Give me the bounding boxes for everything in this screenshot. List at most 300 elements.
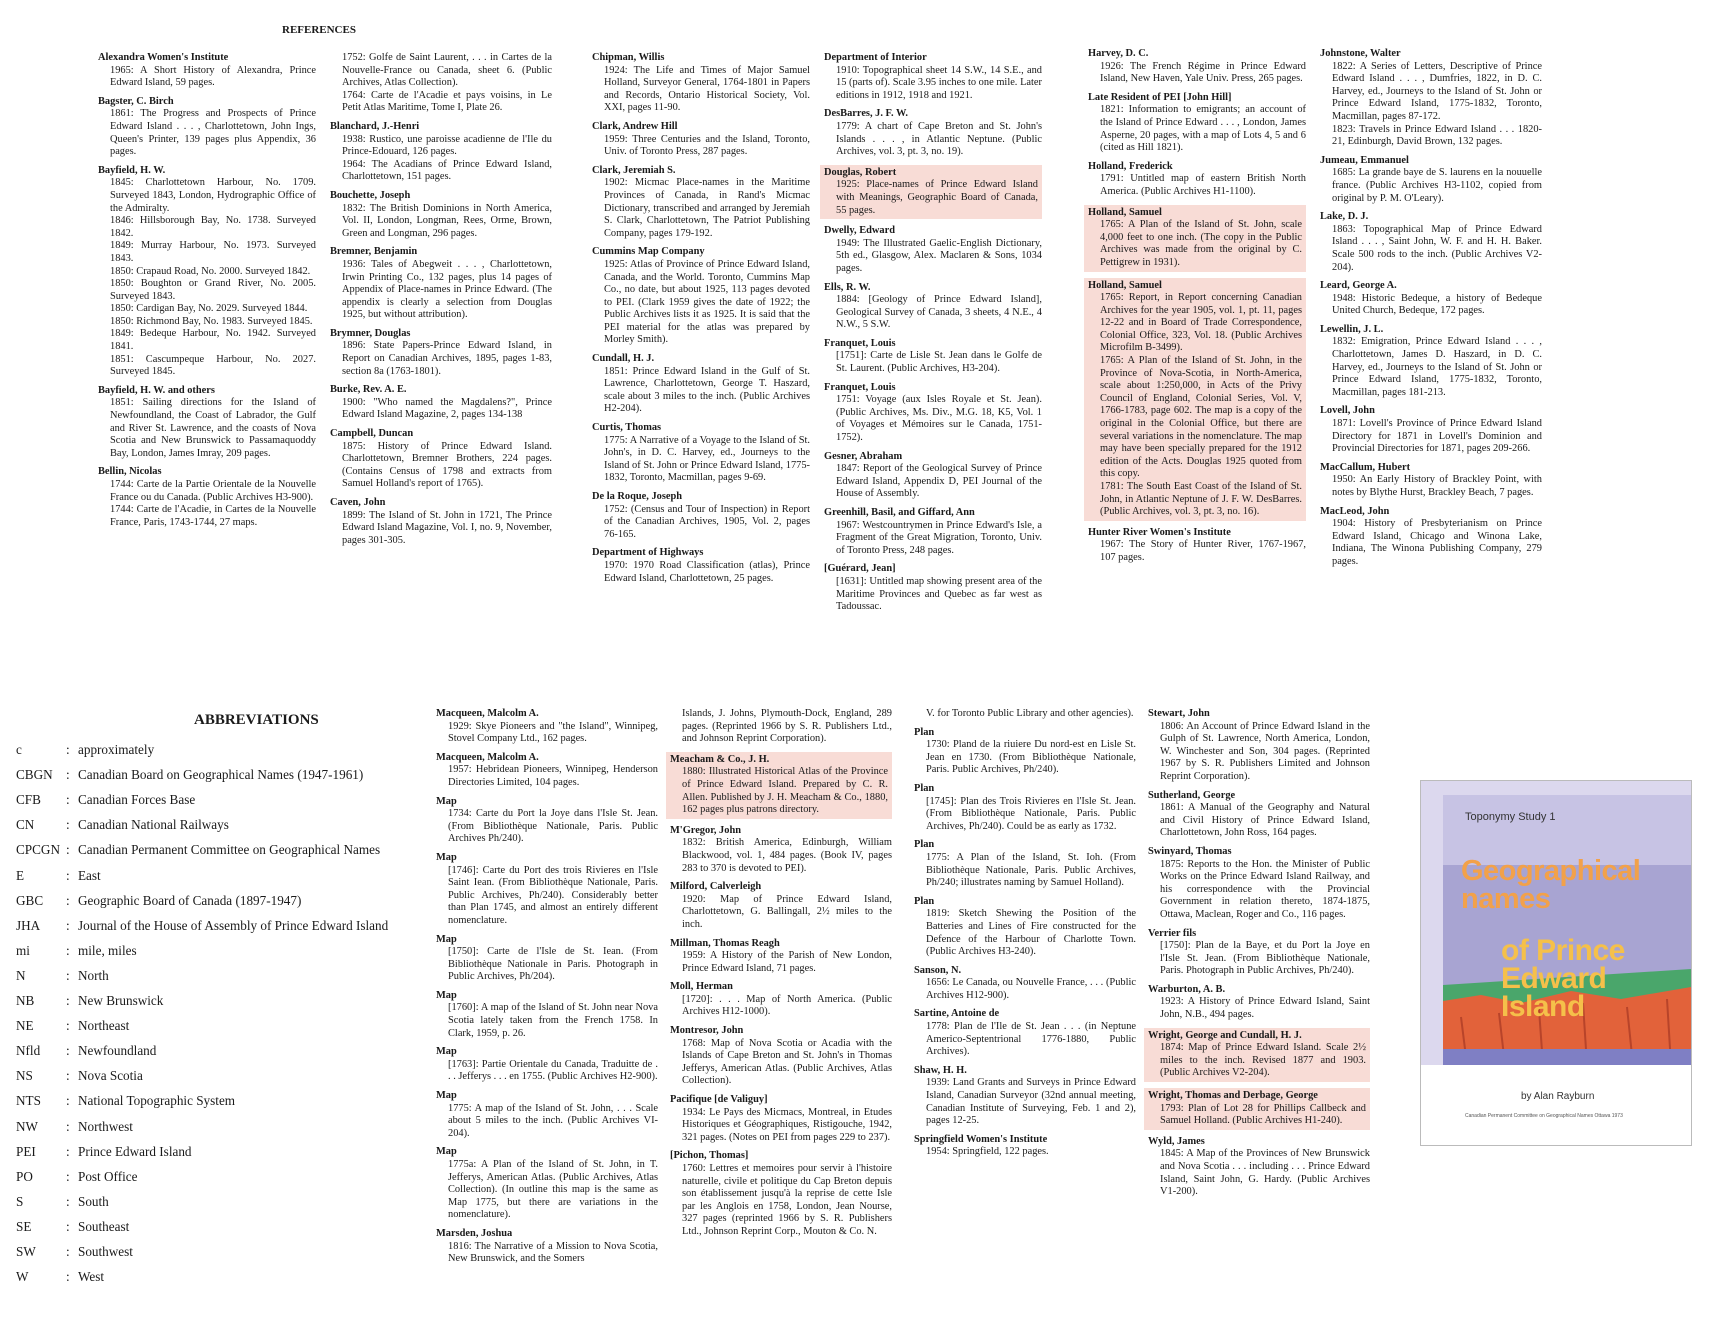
reference-author: Harvey, D. C. xyxy=(1088,48,1149,59)
reference-detail: [1745]: Plan des Trois Rivieres en l'Isle St. Jean. (From Bibliothèque Nationale, Paris. Public Archives, Ph/240). Could be as early as 1732. xyxy=(926,795,1136,832)
reference-entry xyxy=(1320,405,1542,455)
reference-detail: 1871: Lovell's Province of Prince Edward Island Directory for 1871 in Lovell's Dominion and Provincial Directories for 1871, pages 209-266. xyxy=(1332,418,1542,455)
reference-detail: 1875: History of Prince Edward Island. Charlottetown, Bremner Brothers, 224 pages. (Contains Census of 1798 and extracts from Samuel Holland's report of 1765). xyxy=(342,440,552,490)
reference-author: Clark, Jeremiah S. xyxy=(592,164,676,176)
abbreviation-meaning: Canadian Forces Base xyxy=(78,792,196,808)
abbreviation-meaning: Northeast xyxy=(78,1018,130,1034)
reference-detail: 1863: Topographical Map of Prince Edward Island . . . , Saint John, W. F. and H. H. Baker. Scale 500 rods to the inch. (Public Archives V2-204). xyxy=(1332,223,1542,273)
reference-entry xyxy=(824,225,1042,275)
reference-detail: 1874: Map of Prince Edward Island. Scale 2½ miles to the inch. Revised 1877 and 1903. (Public Archives V2-204). xyxy=(1160,1042,1366,1079)
reference-author: Franquet, Louis xyxy=(824,381,896,393)
reference-detail: 1775: A Narrative of a Voyage to the Island of St. John's, in D. C. Harvey, ed., Journeys to the Island of St. John or Prince Edward Island, 1775-1832, Toronto, Macmillan, pages 9-69. xyxy=(604,434,810,484)
abbreviations-title: ABBREVIATIONS xyxy=(194,712,319,728)
reference-author: Plan xyxy=(914,782,935,794)
reference-author: Lake, D. J. xyxy=(1320,211,1369,223)
reference-detail: 1832: The British Dominions in North America, Vol. II, London, Longman, Rees, Orme, Brown, Green and Longman, 296 pages. xyxy=(342,202,552,239)
abbreviation-meaning: Northwest xyxy=(78,1118,133,1134)
reference-detail: 1760: Lettres et memoires pour servir à l'histoire naturelle, civile et politique du Cap Breton depuis son établissement jusqu'à la reprise de cette Isle par les Anglois en 1758, London, Jean Nourse, 327 pages (reprinted 1966 by S. R. Publishers Ltd., Johnson Reprint Corp., Mouton & Co. N. xyxy=(682,1163,892,1237)
reference-entry xyxy=(330,384,552,422)
reference-entry xyxy=(98,466,316,529)
reference-entry xyxy=(1084,278,1306,521)
reference-detail: 1929: Skye Pioneers and "the Island", Winnipeg, Stovel Company Ltd., 162 pages. xyxy=(448,720,658,745)
reference-author: Swinyard, Thomas xyxy=(1148,845,1232,857)
reference-detail: 1925: Atlas of Province of Prince Edward Island, Canada, and the World. Toronto, Cummins Map Co., no date, but about 1925, 113 pages devoted to PEI. (Clark 1959 gives the date of 1922; the Public Archives lists it as 1925. It is said that the PEI material for the atlas was prepared by Morley Smith). xyxy=(604,258,810,346)
abbreviation-meaning: North xyxy=(78,967,109,983)
abbreviation-key: NE xyxy=(16,1018,34,1034)
reference-author: Bellin, Nicolas xyxy=(98,466,162,478)
reference-entry xyxy=(824,338,1042,376)
reference-author: Map xyxy=(436,1046,457,1058)
reference-author: Dwelly, Edward xyxy=(824,225,896,237)
abbreviation-key: CPCGN xyxy=(16,842,60,858)
abbreviation-colon: : xyxy=(66,1244,70,1259)
reference-author: Curtis, Thomas xyxy=(592,422,662,434)
reference-author: Wright, Thomas and Derbage, George xyxy=(1148,1090,1318,1102)
abbreviation-key: NB xyxy=(16,993,35,1008)
abbreviation-meaning: East xyxy=(78,867,101,883)
reference-entry xyxy=(1088,48,1306,86)
reference-entry xyxy=(1148,1136,1370,1199)
reference-author: Bremner, Benjamin xyxy=(330,246,418,258)
reference-detail: 1902: Micmac Place-names in the Maritime Provinces of Canada, in Rand's Micmac Dictionary, transcribed and arranged by Jeremiah S. Clark, Charlottetown, The Patriot Publishing Company, pages 179-192. xyxy=(604,177,810,239)
abbreviation-key: PEI xyxy=(16,1143,36,1159)
reference-author: Millman, Thomas Reagh xyxy=(670,937,780,949)
abbreviation-key: S xyxy=(16,1193,24,1209)
reference-detail: 1851: Prince Edward Island in the Gulf of St. Lawrence, Charlottetown, George T. Haszard, scale about 3 miles to the inch. (Public Archives H2-204). xyxy=(604,365,810,415)
reference-author: Sutherland, George xyxy=(1148,789,1236,801)
reference-entry xyxy=(330,246,552,322)
reference-detail: 1793: Plan of Lot 28 for Phillips Callbeck and Samuel Holland. (Public Archives H1-240). xyxy=(1160,1102,1366,1127)
abbreviation-colon: : xyxy=(66,1118,70,1134)
reference-entry xyxy=(1148,790,1370,840)
abbreviation-colon: : xyxy=(66,993,70,1008)
reference-author: Jumeau, Emmanuel xyxy=(1320,154,1409,166)
reference-detail: 1847: Report of the Geological Survey of Prince Edward Island, Appendix D, PEI Journal of the House of Assembly. xyxy=(836,463,1042,500)
reference-entry xyxy=(824,52,1042,102)
reference-author: [Guérard, Jean] xyxy=(824,563,896,575)
reference-entry xyxy=(1088,92,1306,155)
reference-entry xyxy=(1320,506,1542,569)
abbreviation-key: c xyxy=(16,742,22,757)
reference-entry xyxy=(592,246,810,347)
abbreviation-key: CFB xyxy=(16,792,41,808)
reference-detail: 1765: A Plan of the Island of St. John, scale 4,000 feet to one inch. (The copy in the Public Archives was made from the original by C. Pettigrew in 1931). xyxy=(1100,219,1302,268)
reference-detail: 1959: A History of the Parish of New London, Prince Edward Island, 71 pages. xyxy=(682,950,892,974)
reference-author: Marsden, Joshua xyxy=(436,1227,513,1239)
reference-entry xyxy=(670,881,892,931)
reference-detail: 1939: Land Grants and Surveys in Prince Edward Island, Canadian Surveyor (32nd annual meeting, Canadian Institute of Surveying, Feb. 1 and 2), pages 12-25. xyxy=(926,1077,1136,1127)
reference-detail: 1957: Hebridean Pioneers, Winnipeg, Henderson Directories Limited, 104 pages. xyxy=(448,764,658,788)
reference-entry xyxy=(1320,211,1542,274)
abbreviation-colon: : xyxy=(66,1018,70,1034)
reference-author: Wright, George and Cundall, H. J. xyxy=(1148,1029,1302,1041)
ref-column-9 xyxy=(914,708,1136,1165)
reference-detail: V. for Toronto Public Library and other agencies). xyxy=(926,708,1134,719)
reference-detail: 1924: The Life and Times of Major Samuel Holland, Surveyor General, 1764-1801 in Papers and Records, Ontario Historical Society, Vol. XXI, pages 11-90. xyxy=(604,64,810,114)
reference-author: Warburton, A. B. xyxy=(1148,983,1226,995)
reference-entry xyxy=(1148,846,1370,922)
reference-author: [Pichon, Thomas] xyxy=(670,1150,749,1162)
abbreviation-key: SE xyxy=(16,1218,32,1234)
reference-author: Meacham & Co., J. H. xyxy=(670,753,770,765)
reference-entry xyxy=(330,428,552,491)
reference-entry xyxy=(670,1025,892,1088)
reference-entry xyxy=(670,981,892,1019)
reference-entry xyxy=(330,190,552,240)
reference-author: Blanchard, J.-Henri xyxy=(330,120,420,132)
reference-author: Franquet, Louis xyxy=(824,337,896,349)
reference-author: Department of Interior xyxy=(824,52,927,63)
reference-author: Verrier fils xyxy=(1148,927,1197,939)
reference-author: Plan xyxy=(914,726,935,738)
abbreviation-key: NTS xyxy=(16,1093,41,1109)
abbreviation-colon: : xyxy=(66,1168,70,1184)
reference-detail: 1744: Carte de la Partie Orientale de la Nouvelle France ou du Canada. (Public Archives H3-900). 1744: Carte de l'Acadie, in Cartes de la Nouvelle France, Paris, 1743-1744, 27 maps. xyxy=(110,479,316,528)
reference-author: Wyld, James xyxy=(1148,1135,1205,1147)
reference-entry xyxy=(1088,161,1306,199)
reference-detail: 1752: Golfe de Saint Laurent, . . . in Cartes de la Nouvelle-France ou Canada, sheet 6. (Public Archives, Atlas Collection). 1764: Carte de l'Acadie et pays voisins, in Le Petit Atlas Maritime, Tome I, Plate 26. xyxy=(342,52,552,114)
reference-entry xyxy=(592,121,810,159)
reference-author: Caven, John xyxy=(330,497,386,508)
abbreviation-key: PO xyxy=(16,1168,33,1184)
reference-entry xyxy=(670,1094,892,1144)
reference-entry xyxy=(1320,462,1542,500)
abbreviation-meaning: Post Office xyxy=(78,1168,138,1184)
abbreviation-meaning: Journal of the House of Assembly of Prince Edward Island xyxy=(78,917,389,933)
abbreviation-meaning: Canadian Board on Geographical Names (1947-1961) xyxy=(78,767,364,783)
ref-column-3 xyxy=(592,52,810,591)
abbreviation-colon: : xyxy=(66,842,70,858)
reference-author: Holland, Samuel xyxy=(1088,279,1162,291)
reference-entry xyxy=(914,965,1136,1003)
reference-author: Burke, Rev. A. E. xyxy=(330,384,407,396)
cover-author: by Alan Rayburn xyxy=(1521,1091,1595,1102)
reference-author: Late Resident of PEI [John Hill] xyxy=(1088,91,1232,103)
abbreviation-key: E xyxy=(16,867,25,883)
abbreviation-colon: : xyxy=(66,942,70,958)
reference-entry xyxy=(914,839,1136,889)
reference-detail: 1752: (Census and Tour of Inspection) in Report of the Canadian Archives, 1905, Vol. 2, pages 76-165. xyxy=(604,503,810,540)
reference-detail: 1900: "Who named the Magdalens?", Prince Edward Island Magazine, 2, pages 134-138 xyxy=(342,396,552,421)
reference-detail: 1821: Information to emigrants; an account of the Island of Prince Edward . . . , London, James Asperne, 20 pages, with a map of Lots 4, 5 and 6 (cited as Hill 1821). xyxy=(1100,104,1306,154)
abbreviation-meaning: Canadian National Railways xyxy=(78,817,229,833)
cover-title-line2: of Prince Edward Island xyxy=(1501,934,1625,1023)
reference-detail: 1880: Illustrated Historical Atlas of the Province of Prince Edward Island. Prepared by C. R. Allen. Published by J. H. Meacham & Co., 1880, 162 pages plus patrons directory. xyxy=(682,766,888,816)
reference-detail: 1936: Tales of Abegweit . . . , Charlottetown, Irwin Printing Co., 132 pages, plus 14 pages of Appendix of Place-names in Prince Edward. (The appendix is clearly a selection from Douglas 1925, but without attribution). xyxy=(342,258,552,321)
abbreviation-meaning: approximately xyxy=(78,742,155,757)
reference-author: Campbell, Duncan xyxy=(330,428,414,440)
reference-detail: [1760]: A map of the Island of St. John near Nova Scotia lately taken from the French 1758. In Clark, 1959, p. 26. xyxy=(448,1002,658,1039)
reference-author: Milford, Calverleigh xyxy=(670,881,762,893)
abbreviation-colon: : xyxy=(66,1068,70,1084)
reference-entry xyxy=(436,1146,658,1222)
ref-column-6 xyxy=(1320,48,1542,575)
abbreviation-key: NS xyxy=(16,1068,33,1084)
reference-entry xyxy=(1144,1028,1370,1082)
reference-author: DesBarres, J. F. W. xyxy=(824,108,908,120)
reference-detail: 1845: A Map of the Provinces of New Brunswick and Nova Scotia . . . including . . . Prince Edward Island, Saint John, G. Hardy. (Public Archives V1-200). xyxy=(1160,1148,1370,1198)
reference-detail: 1816: The Narrative of a Mission to Nova Scotia, New Brunswick, and the Somers xyxy=(448,1240,658,1265)
abbreviation-key: GBC xyxy=(16,892,44,908)
reference-detail: 1775: A map of the Island of St. John, . . . Scale about 5 miles to the inch. (Public Archives VI-204). xyxy=(448,1102,658,1139)
abbreviation-colon: : xyxy=(66,867,70,883)
reference-author: Map xyxy=(436,795,457,807)
cover-title-line1: Geographical names xyxy=(1461,855,1641,915)
reference-detail: [1751]: Carte de Lisle St. Jean dans le Golfe de St. Laurent. (Public Archives, H3-204). xyxy=(836,350,1042,375)
reference-author: Johnstone, Walter xyxy=(1320,48,1401,59)
reference-entry xyxy=(330,328,552,378)
reference-entry xyxy=(666,752,892,819)
reference-detail: 1791: Untitled map of eastern British North America. (Public Archives H1-1100). xyxy=(1100,173,1306,197)
abbreviation-meaning: Canadian Permanent Committee on Geographical Names xyxy=(78,842,381,858)
reference-entry xyxy=(592,547,810,585)
reference-detail: 1819: Sketch Shewing the Position of the Batteries and Lines of Fire constructed for the Defence of the Harbour of Charlotte Town. (Public Archives H3-240). xyxy=(926,908,1136,958)
abbreviation-key: N xyxy=(16,967,26,983)
reference-author: Brymner, Douglas xyxy=(330,327,411,339)
reference-entry xyxy=(914,896,1136,959)
reference-detail: 1778: Plan de l'Ile de St. Jean . . . (in Neptune Americo-Septentrional 1776-1880, Public Archives). xyxy=(926,1021,1136,1058)
reference-detail: 1656: Le Canada, ou Nouvelle France, . . . (Public Archives H12-900). xyxy=(926,977,1136,1001)
reference-author: Clark, Andrew Hill xyxy=(592,120,678,132)
abbreviation-colon: : xyxy=(66,767,70,783)
abbreviation-meaning: Prince Edward Island xyxy=(78,1143,192,1159)
abbreviation-meaning: National Topographic System xyxy=(78,1093,236,1109)
cover-publisher: Canadian Permanent Committee on Geographical Names Ottawa 1973 xyxy=(1465,1113,1623,1119)
ref-column-5 xyxy=(1088,48,1306,571)
reference-entry xyxy=(592,52,810,115)
reference-detail: 1875: Reports to the Hon. the Minister of Public Works on the Prince Edward Island Railway, and his correspondence with the Provincial Government in relation thereto, 1874-1875, Ottawa, Maclean, Roger and Co., 116 pages. xyxy=(1160,858,1370,920)
abbreviation-key: SW xyxy=(16,1244,36,1259)
reference-entry xyxy=(592,165,810,241)
reference-author: Cummins Map Company xyxy=(592,246,705,258)
abbreviation-meaning: mile, miles xyxy=(78,942,137,958)
reference-detail: 1806: An Account of Prince Edward Island in the Gulph of St. Lawrence, North America, London, W. Winchester and Son, 304 pages. (Reprinted 1967 by S. R. Publishers Limited and Johnson Reprint Corporation). xyxy=(1160,720,1370,782)
reference-entry xyxy=(824,563,1042,613)
reference-entry xyxy=(670,825,892,875)
book-cover xyxy=(1420,780,1692,1146)
reference-detail: [1746]: Carte du Port des trois Rivieres en l'Isle Saint Iean. (From Bibliothèque Nationale, Paris. Public Archives, Ph/240). Considerably better than Plan 1745, and almost an entirely different nomenclature. xyxy=(448,864,658,926)
reference-entry xyxy=(914,1008,1136,1058)
abbreviation-meaning: Nova Scotia xyxy=(78,1068,143,1084)
reference-detail: 1925: Place-names of Prince Edward Island with Meanings, Geographic Board of Canada, 55 pages. xyxy=(836,179,1038,216)
reference-author: Gesner, Abraham xyxy=(824,450,903,462)
reference-author: M'Gregor, John xyxy=(670,824,742,836)
reference-entry xyxy=(1320,280,1542,318)
reference-author: Bayfield, H. W. xyxy=(98,164,166,176)
reference-author: Leard, George A. xyxy=(1320,280,1397,292)
reference-author: Map xyxy=(436,1090,457,1102)
reference-entry xyxy=(1144,1088,1370,1130)
reference-detail: 1822: A Series of Letters, Descriptive of Prince Edward Island . . . , Dumfries, 1822, in D. C. Harvey, ed., Journeys to the Island of St. John or Prince Edward Island, 1775-1832, Toronto, Macmillan, pages 87-172. 1823: Travels in Prince Edward Island . . . 1820-21, Edinburgh, David Brown, 132 pages. xyxy=(1332,60,1542,148)
reference-author: Macqueen, Malcolm A. xyxy=(436,751,539,763)
reference-detail: 1775a: A Plan of the Island of St. John, in T. Jefferys, American Atlas. (Public Archives, Atlas Collection). (In outline this map is the same as Map 1775, but there are variations in the nomenclature). xyxy=(448,1159,658,1221)
reference-author: Bouchette, Joseph xyxy=(330,189,411,201)
reference-author: Greenhill, Basil, and Giffard, Ann xyxy=(824,507,975,518)
ref-column-4 xyxy=(824,52,1042,620)
reference-detail: [1631]: Untitled map showing present area of the Maritime Provinces and Quebec as far west as Tadoussac. xyxy=(836,575,1042,613)
reference-detail: 1751: Voyage (aux Isles Royale et St. Jean). (Public Archives, Ms. Div., M.G. 18, K5, Vol. 1 of Voyages et Mémoires sur le Canada, 1751-1752). xyxy=(836,394,1042,444)
abbreviation-colon: : xyxy=(66,1043,70,1059)
reference-entry xyxy=(330,497,552,547)
reference-author: MacLeod, John xyxy=(1320,505,1390,517)
reference-entry xyxy=(1320,48,1542,149)
reference-author: Holland, Samuel xyxy=(1088,206,1162,218)
reference-author: Shaw, H. H. xyxy=(914,1064,967,1076)
reference-entry xyxy=(330,121,552,184)
reference-detail: 1884: [Geology of Prince Edward Island], Geological Survey of Canada, 3 sheets, 4 N.E., 4 N.W., 5 S.W. xyxy=(836,294,1042,331)
reference-entry xyxy=(592,491,810,541)
reference-author: Hunter River Women's Institute xyxy=(1088,526,1231,538)
abbreviation-colon: : xyxy=(66,1269,70,1285)
reference-detail: 1861: The Progress and Prospects of Prince Edward Island . . . , Charlottetown, John Ings, Queen's Printer, 139 pages plus Appendix, 36 pages. xyxy=(110,108,316,158)
abbreviation-key: CN xyxy=(16,817,35,833)
reference-author: Sanson, N. xyxy=(914,964,962,976)
reference-entry xyxy=(436,1046,658,1084)
abbreviation-meaning: Geographic Board of Canada (1897-1947) xyxy=(78,892,302,908)
reference-author: Sartine, Antoine de xyxy=(914,1008,1000,1020)
reference-author: Map xyxy=(436,933,457,945)
abbreviation-meaning: Southwest xyxy=(78,1244,133,1259)
reference-entry xyxy=(330,52,552,115)
reference-author: Map xyxy=(436,851,457,863)
abbreviation-key: Nfld xyxy=(16,1043,41,1059)
reference-entry xyxy=(824,282,1042,332)
reference-author: Chipman, Willis xyxy=(592,52,665,63)
reference-author: Stewart, John xyxy=(1148,708,1210,719)
reference-author: Holland, Frederick xyxy=(1088,160,1173,172)
abbreviation-meaning: South xyxy=(78,1193,109,1209)
abbreviation-key: NW xyxy=(16,1118,38,1134)
reference-entry xyxy=(914,708,1136,721)
reference-entry xyxy=(824,451,1042,501)
ref-column-8 xyxy=(670,708,892,1245)
reference-detail: [1720]: . . . Map of North America. (Public Archives H12-1000). xyxy=(682,993,892,1018)
reference-entry xyxy=(98,96,316,159)
reference-entry xyxy=(824,382,1042,445)
reference-entry xyxy=(1320,324,1542,400)
reference-author: Moll, Herman xyxy=(670,981,733,993)
reference-detail: [1750]: Carte de l'Isle de St. Iean. (From Bibliothèque Nationale in Paris. Photograph in Public Archives, Ph/204). xyxy=(448,946,658,983)
reference-entry xyxy=(670,938,892,976)
reference-entry xyxy=(1148,928,1370,978)
reference-author: Cundall, H. J. xyxy=(592,353,655,365)
abbreviation-colon: : xyxy=(66,892,70,908)
reference-detail: 1967: Westcountrymen in Prince Edward's Isle, a Fragment of the Great Migration, Toronto, Univ. of Toronto Press, 248 pages. xyxy=(836,519,1042,556)
reference-entry xyxy=(436,934,658,984)
reference-detail: 1861: A Manual of the Geography and Natural and Civil History of Prince Edward Island, Charlottetown, John Ross, 164 pages. xyxy=(1160,802,1370,839)
abbreviation-colon: : xyxy=(66,1218,70,1234)
reference-author: Bagster, C. Birch xyxy=(98,95,174,107)
reference-entry xyxy=(1088,527,1306,565)
reference-detail: 1954: Springfield, 122 pages. xyxy=(926,1146,1049,1158)
reference-entry xyxy=(1084,205,1306,272)
reference-detail: 1934: Le Pays des Micmacs, Montreal, in Etudes Historiques et Géographiques, Ristigouche, 1942, 321 pages. (Notes on PEI from pages 229 to 237). xyxy=(682,1106,892,1143)
reference-detail: 1904: History of Presbyterianism on Prince Edward Island, Chicago and Winona Lake, Indiana, The Winona Publishing Company, 279 pages. xyxy=(1332,518,1542,567)
reference-detail: 1948: Historic Bedeque, a history of Bedeque United Church, Bedeque, 172 pages. xyxy=(1332,292,1542,317)
reference-entry xyxy=(436,990,658,1040)
reference-entry xyxy=(436,796,658,846)
reference-detail: 1950: An Early History of Brackley Point, with notes by Blythe Hurst, Brackley Beach, 7 pages. xyxy=(1332,474,1542,498)
reference-detail: 1896: State Papers-Prince Edward Island, in Report on Canadian Archives, 1895, pages 1-83, section 8a (1763-1801). xyxy=(342,340,552,377)
abbreviation-colon: : xyxy=(66,792,70,808)
abbreviation-meaning: Southeast xyxy=(78,1218,130,1234)
reference-entry xyxy=(914,727,1136,777)
abbreviation-key: mi xyxy=(16,942,30,958)
ref-column-10 xyxy=(1148,708,1370,1205)
reference-author: Alexandra Women's Institute xyxy=(98,52,229,63)
reference-entry xyxy=(824,108,1042,158)
reference-author: De la Roque, Joseph xyxy=(592,491,683,502)
reference-author: Springfield Women's Institute xyxy=(914,1133,1048,1145)
reference-entry xyxy=(1148,984,1370,1022)
reference-entry xyxy=(98,385,316,461)
abbreviation-colon: : xyxy=(66,917,70,933)
reference-detail: 1967: The Story of Hunter River, 1767-1967, 107 pages. xyxy=(1100,539,1306,563)
abbreviation-colon: : xyxy=(66,967,70,983)
reference-author: Plan xyxy=(914,839,935,851)
reference-detail: 1910: Topographical sheet 14 S.W., 14 S.E., and 15 (parts of). Scale 3.95 inches to one mile. Later editions in 1912, 1918 and 1921. xyxy=(836,64,1042,101)
ref-column-7 xyxy=(436,708,658,1272)
reference-detail: 1926: The French Régime in Prince Edward Island, New Haven, Yale Univ. Press, 265 pages. xyxy=(1100,60,1306,85)
reference-detail: 1851: Sailing directions for the Island of Newfoundland, the Coast of Labrador, the Gulf and River St. Lawrence, and the coasts of Nova Scotia and New Brunswick to Passamaquoddy Bay, London, James Imray, 209 pages. xyxy=(110,397,316,459)
reference-author: Montresor, John xyxy=(670,1025,744,1037)
reference-entry xyxy=(436,752,658,790)
abbreviation-meaning: Newfoundland xyxy=(78,1043,157,1059)
reference-entry xyxy=(824,507,1042,557)
reference-entry xyxy=(914,783,1136,833)
abbreviation-key: W xyxy=(16,1269,29,1285)
cover-series: Toponymy Study 1 xyxy=(1465,811,1556,823)
reference-detail: 1923: A History of Prince Edward Island, Saint John, N.B., 494 pages. xyxy=(1160,996,1370,1021)
reference-entry xyxy=(1320,155,1542,205)
abbreviation-key: CBGN xyxy=(16,767,53,783)
reference-entry xyxy=(914,1134,1136,1159)
abbreviation-colon: : xyxy=(66,817,70,833)
reference-detail: 1965: A Short History of Alexandra, Prince Edward Island, 59 pages. xyxy=(110,64,316,89)
reference-author: Map xyxy=(436,989,457,1001)
reference-entry xyxy=(98,52,316,90)
reference-entry xyxy=(436,1090,658,1140)
abbreviation-key: JHA xyxy=(16,917,41,933)
abbreviation-colon: : xyxy=(66,1093,70,1109)
reference-entry xyxy=(820,165,1042,219)
reference-entry xyxy=(914,1065,1136,1128)
reference-author: Bayfield, H. W. and others xyxy=(98,384,215,396)
reference-detail: 1832: British America, Edinburgh, William Blackwood, vol. 1, 484 pages. (Book IV, pages 283 to 370 is devoted to PEI). xyxy=(682,837,892,874)
reference-detail: 1845: Charlottetown Harbour, No. 1709. Surveyed 1843, London, Hydrographic Office of the Admiralty. 1846: Hillsborough Bay, No. 1738. Surveyed 1842. 1849: Murray Harbour, No. 1973. Surveyed 1843. 1850: Crapaud Road, No. 2000. Surveyed 1842. 1850: Boughton or Grand River, No. 2005. Surveyed 1843. 1850: Cardigan Bay, No. 2029. Surveyed 1844. 1850: Richmond Bay, No. 1983. Surveyed 1845. 1849: Bedeque Harbour, No. 1942. Surveyed 1841. 1851: Cascumpeque Harbour, No. 2027. Surveyed 1845. xyxy=(110,177,316,378)
reference-detail: 1765: Report, in Report concerning Canadian Archives for the year 1905, vol. 1, pt. 11, pages 12-22 and in Board of Trade Correspondence, Colonial Office, 323, Vol. 18. (Public Archives Microfilm B-3499). 1765: A Plan of the Island of St. John, in the Province of Nova-Scotia, in North-America, scale about 1:250,000, in Acts of the Privy Council of England, Colonial Series, Vol. V, 1766-1783, page 602. The map is a copy of the original in the Colonial Office, but there are several variations in the nomenclature. The map may have been specially prepared for the 1912 edition of the Acts. Douglas 1925 quoted from this copy. 1781: The South East Coast of the Island of St. John, in Atlantic Neptune of J. F. W. DesBarres. (Public Archives, vol. 3, pt. 3, no. 16). xyxy=(1100,292,1302,518)
reference-entry xyxy=(436,852,658,928)
references-title: REFERENCES xyxy=(282,24,356,36)
abbreviation-colon: : xyxy=(66,1193,70,1209)
reference-author: Lewellin, J. L. xyxy=(1320,323,1384,335)
reference-entry xyxy=(592,353,810,416)
reference-author: Macqueen, Malcolm A. xyxy=(436,708,539,719)
abbreviation-meaning: West xyxy=(78,1269,105,1285)
abbreviation-colon: : xyxy=(66,742,70,757)
reference-author: Ells, R. W. xyxy=(824,281,871,293)
reference-detail: 1899: The Island of St. John in 1721, The Prince Edward Island Magazine, Vol. I, no. 9, November, pages 301-305. xyxy=(342,509,552,546)
reference-author: Lovell, John xyxy=(1320,405,1375,417)
reference-author: Map xyxy=(436,1146,457,1158)
reference-entry xyxy=(436,708,658,746)
reference-entry xyxy=(1148,708,1370,784)
reference-detail: 1832: Emigration, Prince Edward Island . . . , Charlottetown, James D. Haszard, in D. C. Harvey, ed., Journeys to the Island of St. John or Prince Edward Island, 1775-1832, Toronto, Macmillan, pages 181-213. xyxy=(1332,336,1542,398)
reference-detail: 1970: 1970 Road Classification (atlas), Prince Edward Island, Charlottetown, 25 pages. xyxy=(604,559,810,584)
reference-detail: 1730: Pland de la riuiere Du nord-est en Lisle St. Jean en 1730. (From Bibliothèque Nationale, Paris. Public Archives, Ph/240). xyxy=(926,739,1136,776)
reference-entry xyxy=(670,708,892,746)
reference-detail: 1920: Map of Prince Edward Island, Charlottetown, G. Ballingall, 2½ miles to the inch. xyxy=(682,893,892,930)
